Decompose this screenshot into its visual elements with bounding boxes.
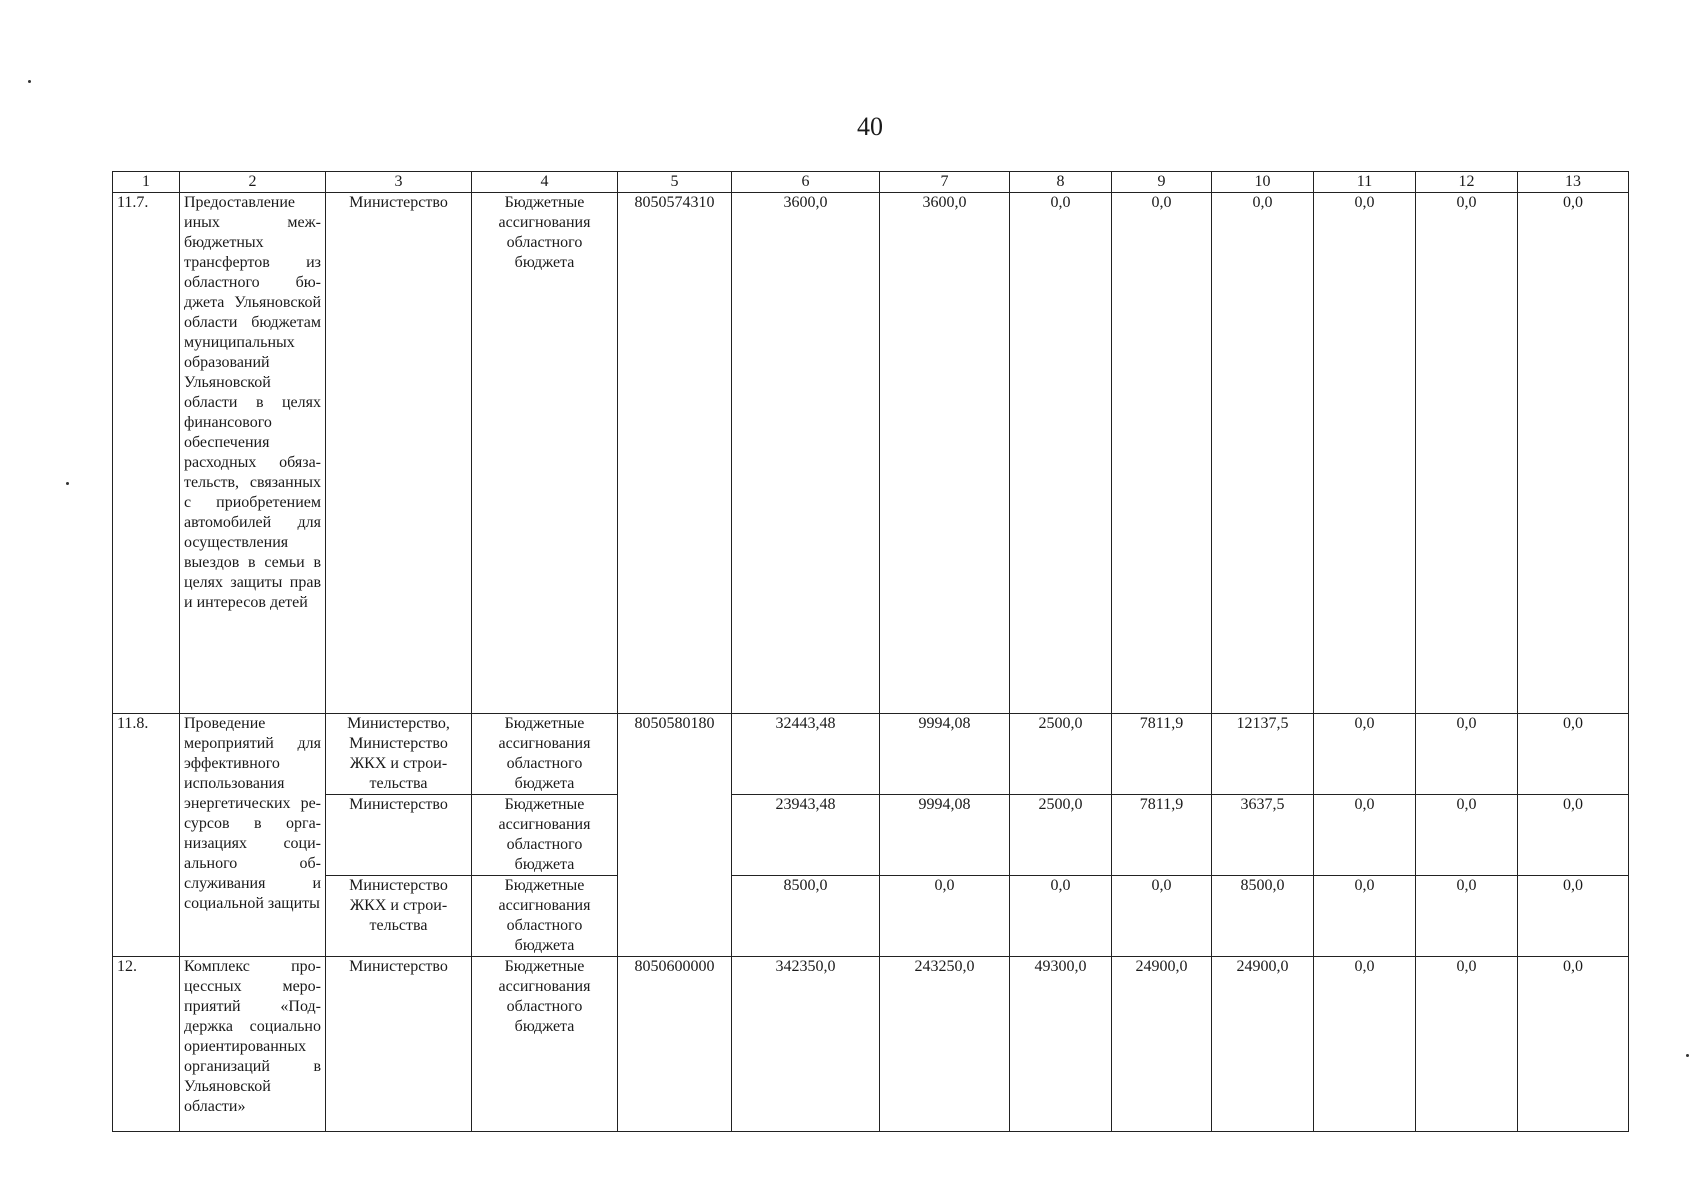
- header-cell: 6: [732, 172, 880, 193]
- value-cell: 0,0: [1416, 714, 1518, 795]
- value-cell: 24900,0: [1112, 957, 1212, 1132]
- value-cell: 0,0: [1314, 795, 1416, 876]
- value-cell: 9994,08: [880, 795, 1010, 876]
- executor-cell: Министерство, Министерство ЖКХ и строительства: [326, 714, 472, 795]
- value-cell: 8500,0: [1212, 876, 1314, 957]
- value-cell: 0,0: [1112, 876, 1212, 957]
- executor-cell: Министерство: [326, 193, 472, 714]
- value-cell: 24900,0: [1212, 957, 1314, 1132]
- value-cell: 0,0: [1212, 193, 1314, 714]
- row-number: 12.: [113, 957, 180, 1132]
- table-row: [113, 714, 1629, 795]
- value-cell: 0,0: [1416, 193, 1518, 714]
- value-cell: 3600,0: [732, 193, 880, 714]
- header-cell: 11: [1314, 172, 1416, 193]
- value-cell: 0,0: [1314, 714, 1416, 795]
- activity-name: Предоставление иных межбюджетных трансфертов из областного бюджета Ульяновской области бюджетам муниципальных образований Ульяновской области в целях финансового обеспечения расходных обязательств, связанных с приобретением автомобилей для осуществления выездов в семьи в целях защиты прав и интересов детей: [180, 193, 326, 714]
- row-number: 11.7.: [113, 193, 180, 714]
- executor-cell: Министерство: [326, 957, 472, 1132]
- activity-name: Проведение мероприятий для эффективного использования энергетических ресурсов в организациях социального обслуживания и социальной защиты: [180, 714, 326, 957]
- value-cell: 243250,0: [880, 957, 1010, 1132]
- table-row: [113, 957, 1629, 1132]
- scan-speck: [66, 482, 69, 485]
- value-cell: 0,0: [1518, 957, 1629, 1132]
- budget-code-cell: 8050600000: [618, 957, 732, 1132]
- funding-source-cell: Бюджетные ассигнования областного бюджета: [472, 795, 618, 876]
- value-cell: 0,0: [1314, 876, 1416, 957]
- budget-code-cell: 8050574310: [618, 193, 732, 714]
- funding-source-cell: Бюджетные ассигнования областного бюджета: [472, 876, 618, 957]
- scan-speck: [28, 80, 31, 83]
- page-number: 40: [857, 112, 883, 141]
- value-cell: 49300,0: [1010, 957, 1112, 1132]
- value-cell: 0,0: [1416, 876, 1518, 957]
- header-cell: 7: [880, 172, 1010, 193]
- value-cell: 3637,5: [1212, 795, 1314, 876]
- header-cell: 5: [618, 172, 732, 193]
- executor-cell: Министерство: [326, 795, 472, 876]
- activity-name: Комплекс процессных мероприятий «Поддержка социально ориентированных организаций в Ульяновской области»: [180, 957, 326, 1132]
- table-row: [113, 876, 1629, 957]
- value-cell: 3600,0: [880, 193, 1010, 714]
- budget-table: [112, 171, 1629, 1132]
- value-cell: 9994,08: [880, 714, 1010, 795]
- value-cell: 0,0: [1518, 795, 1629, 876]
- header-cell: 10: [1212, 172, 1314, 193]
- header-cell: 1: [113, 172, 180, 193]
- funding-source-cell: Бюджетные ассигнования областного бюджета: [472, 957, 618, 1132]
- value-cell: 0,0: [1314, 193, 1416, 714]
- funding-source-cell: Бюджетные ассигнования областного бюджета: [472, 193, 618, 714]
- header-cell: 2: [180, 172, 326, 193]
- budget-code-cell: 8050580180: [618, 714, 732, 957]
- value-cell: 0,0: [1518, 876, 1629, 957]
- value-cell: 0,0: [1416, 795, 1518, 876]
- value-cell: 7811,9: [1112, 795, 1212, 876]
- value-cell: 0,0: [1010, 876, 1112, 957]
- value-cell: 8500,0: [732, 876, 880, 957]
- value-cell: 342350,0: [732, 957, 880, 1132]
- header-cell: 3: [326, 172, 472, 193]
- value-cell: 23943,48: [732, 795, 880, 876]
- table-row: [113, 795, 1629, 876]
- header-cell: 9: [1112, 172, 1212, 193]
- value-cell: 0,0: [1416, 957, 1518, 1132]
- table-row: [113, 193, 1629, 714]
- value-cell: 0,0: [1112, 193, 1212, 714]
- header-row: [113, 172, 1629, 193]
- value-cell: 7811,9: [1112, 714, 1212, 795]
- value-cell: 2500,0: [1010, 795, 1112, 876]
- value-cell: 0,0: [1010, 193, 1112, 714]
- value-cell: 32443,48: [732, 714, 880, 795]
- value-cell: 2500,0: [1010, 714, 1112, 795]
- header-cell: 8: [1010, 172, 1112, 193]
- executor-cell: Министерство ЖКХ и строительства: [326, 876, 472, 957]
- scan-speck: [1686, 1054, 1689, 1057]
- value-cell: 0,0: [1518, 714, 1629, 795]
- header-cell: 13: [1518, 172, 1629, 193]
- value-cell: 0,0: [1518, 193, 1629, 714]
- value-cell: 0,0: [1314, 957, 1416, 1132]
- funding-source-cell: Бюджетные ассигнования областного бюджета: [472, 714, 618, 795]
- row-number: 11.8.: [113, 714, 180, 957]
- header-cell: 4: [472, 172, 618, 193]
- value-cell: 0,0: [880, 876, 1010, 957]
- value-cell: 12137,5: [1212, 714, 1314, 795]
- header-cell: 12: [1416, 172, 1518, 193]
